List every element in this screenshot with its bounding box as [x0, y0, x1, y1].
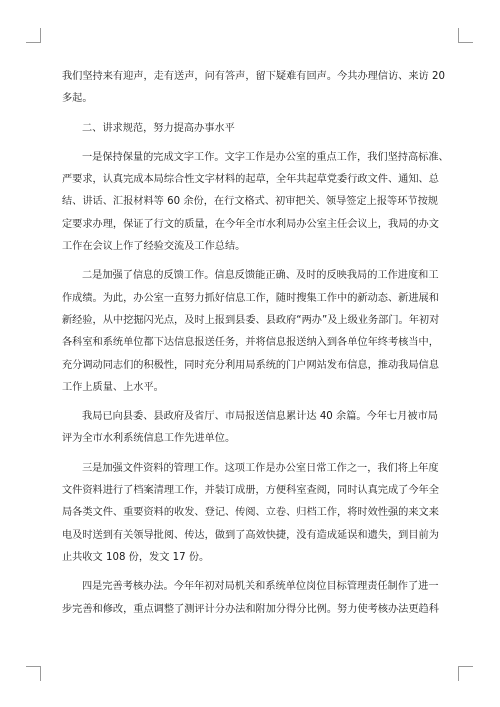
- text-line: 一是保持保量的完成文字工作。文字工作是办公室的重点工作，我们坚持高标准、: [82, 151, 449, 163]
- paragraph-document-management: [62, 458, 438, 569]
- text-line: 我们坚持来有迎声，走有送声，问有答声，留下疑难有回声。今共办理信访、来访 20: [62, 71, 445, 82]
- text-line: 严要求，认真完成本局综合性文字材料的起草，全年共起草党委行政文件、通知、总: [62, 174, 439, 186]
- text-line: 作成绩。为此，办公室一直努力抓好信息工作，随时搜集工作中的新动态、新进展和: [62, 292, 439, 304]
- text-line: 步完善和修改，重点调整了测评计分办法和附加分得分比例。努力使考核办法更趋科: [62, 603, 439, 615]
- crop-mark-top-right: [458, 28, 473, 43]
- text-line: 三是加强文件资料的管理工作。这项工作是办公室日常工作之一，我们将上年度: [82, 462, 439, 474]
- text-line: 结、讲话、汇报材料等 60 余份，在行文格式、初审把关、领导签定上报等环节按规: [62, 196, 438, 208]
- text-line: 多起。: [62, 93, 93, 105]
- text-line: 定要求办理，保证了行文的质量，在今年全市水利局办公室主任会议上，我局的办文: [62, 218, 439, 230]
- paragraph-text-work: [62, 147, 449, 258]
- text-line: 工作上质量、上水平。: [62, 381, 164, 393]
- text-line: 局各类文件、重要资料的收发、登记、传阅、立卷、归档工作，将时效性强的来文来: [62, 507, 439, 519]
- paragraph-continuation: [62, 66, 445, 111]
- text-line: 新经验，从中挖掘闪光点，及时上报到县委、县政府“两办”及上级业务部门。年初对: [62, 314, 440, 326]
- text-line: 评为全市水利系统信息工作先进单位。: [62, 433, 236, 445]
- text-line: 我局已向县委、县政府及省厅、市局报送信息累计达 40 余篇。今年七月被市局: [82, 411, 438, 423]
- document-body: [62, 66, 449, 628]
- paragraph-assessment: [62, 576, 438, 621]
- paragraph-information-stats: [62, 406, 438, 451]
- heading-text: 二、讲求规范，努力提高办事水平: [82, 122, 235, 134]
- crop-mark-bottom-left: [26, 666, 41, 681]
- text-line: 二是加强了信息的反馈工作。信息反馈能正确、及时的反映我局的工作进度和工: [82, 270, 439, 282]
- paragraph-information-feedback: [62, 265, 438, 399]
- crop-mark-bottom-right: [458, 666, 473, 681]
- section-heading: [62, 118, 438, 140]
- crop-mark-top-left: [26, 28, 41, 43]
- text-line: 文件资料进行了档案清理工作，并装订成册，方便科室查阅，同时认真完成了今年全: [62, 485, 439, 497]
- text-line: 各科室和系统单位都下达信息报送任务，并将信息报送纳入到各单位年终考核当中，: [62, 337, 439, 349]
- text-line: 止共收文 108 份，发文 17 份。: [62, 551, 210, 563]
- text-line: 电及时送到有关领导批阅、传达，做到了高效快捷，没有造成延误和遗失，到目前为: [62, 529, 439, 541]
- text-line: 四是完善考核办法。今年年初对局机关和系统单位岗位目标管理责任制作了进一: [82, 581, 439, 593]
- text-line: 工作在会议上作了经验交流及工作总结。: [62, 241, 246, 253]
- text-line: 充分调动同志们的积极性，同时充分利用局系统的门户网站发布信息，推动我局信息: [62, 359, 439, 371]
